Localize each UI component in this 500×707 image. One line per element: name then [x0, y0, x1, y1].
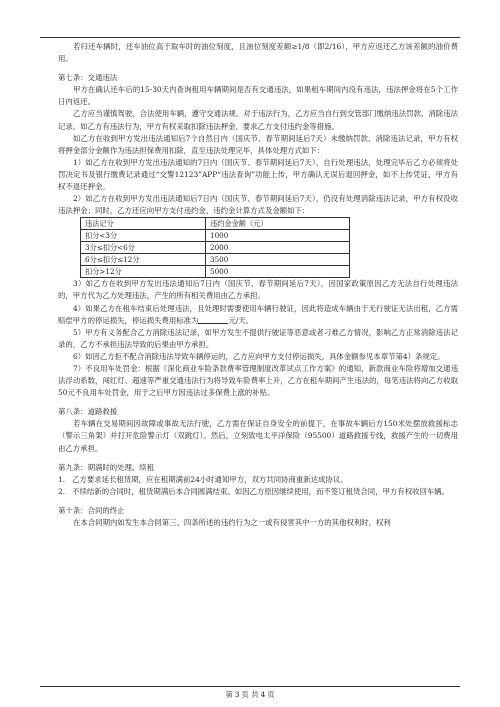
fuel-paragraph: 若归还车辆时，还车油位高于取车时的油位刻度，且油位刻度差额≥1/8（即2/16），甲方应返还乙方该差额的油价费用。	[58, 42, 458, 64]
table-cell: 扣分>12分	[81, 266, 206, 278]
article-9-item-1	[58, 474, 458, 486]
article-7-item-4	[58, 303, 458, 327]
table-cell: 6分≤扣分≤12分	[81, 254, 206, 266]
table-row	[81, 254, 350, 266]
document-body	[58, 41, 458, 529]
header-rule	[40, 37, 460, 38]
article-7-heading: 第七条：交通违法	[58, 73, 118, 83]
item-4-text: 4）如果乙方在租车结束后处理违法，且处理时需要使用车辆行驶证，因此将造成车辆由于无行驶证无法出租，乙方需赔偿甲方的停运损失，停运损失费用标准为	[58, 303, 458, 325]
article-7-paragraph-3: 如乙方在收到甲方发出违法通知后7个自然日内（国庆节、春节期间延后7天）未缴纳罚款、消除违法记录，甲方有权将押金部分金额作为违法担保费用扣除，直至违法处理完毕，具体处理方式如下：	[58, 133, 458, 155]
article-7-paragraph-2: 乙方应当谨慎驾驶，合法使用车辆，遵守交通法规。对于违法行为，乙方应当自行到交管部门缴纳违法罚款、消除违法记录。如乙方有违法行为，甲方有权采取扣除违法押金、要求乙方支付违约金等措施。	[58, 109, 458, 131]
article-7-item-3: 3）如乙方在收到甲方发出违法通知后7日内（国庆节、春节期间延后7天），因国家政策原因乙方无法自行处理违法的，甲方代为乙方处理违法，产生的所有相关费用由乙方承担。	[58, 279, 458, 301]
footer-rule	[40, 686, 460, 687]
table-header-row	[81, 218, 350, 230]
article-7-paragraph-1: 甲方在确认还车后的15-30天内查询租用车辆期间是否有交通违法，如果租车期间内没有违法，违法押金将在5个工作日内返还。	[58, 85, 458, 107]
article-10-heading: 第十条：合同的终止	[58, 505, 125, 515]
article-10-paragraph-1: 在本合同期内如发生本合同第三、四条所述的违约行为之一或有侵害其中一方的其他权利时，权利	[73, 518, 391, 527]
article-8-heading: 第八条：道路救援	[58, 407, 118, 417]
item-text: 乙方要求延长租赁期，应在租期满前24小时通知甲方，双方共同协商重新达成协议。	[72, 474, 348, 484]
table-cell: 2000	[206, 242, 350, 254]
table-cell: 5000	[206, 266, 350, 278]
table-header-cell: 违法记分	[81, 218, 206, 230]
item-text: 不续结新的合同时，租赁期满后本合同圆满结束。如因乙方原因继续使用，而不签订租赁合同，甲方有权收回车辆。	[72, 486, 450, 496]
table-row	[81, 230, 350, 242]
table-cell: 扣分<3分	[81, 230, 206, 242]
table-cell: 3分≤扣分<6分	[81, 242, 206, 254]
footer-middle: 页 共	[241, 690, 259, 699]
article-9-heading: 第九条：期满时的处理、续租	[58, 462, 155, 472]
item-number: 1.	[58, 474, 66, 484]
page-number: 3	[234, 690, 240, 699]
article-8-paragraph-1: 若车辆在交易期间因故障或事故无法行驶，乙方需在保证自身安全的前提下，在事故车辆后方150米处摆放救援标志（警示三角架）并打开危险警示灯（双跳灯）。然后，立刻致电太平洋保险（95500）道路救援专线，救援产生的一切费用由乙方承担。	[58, 419, 458, 453]
footer-prefix: 第	[225, 690, 233, 699]
table-header-cell: 违约金金额（元）	[206, 218, 350, 230]
article-7-item-7: 7）不良用车处罚金：根据《深化商业车险条款费率管理制度改革试点工作方案》的通知，新款商业车险将增加交通违法浮动系数，闯红灯、超速等严重交通违法行为将导致车险费率上升，乙方在租车期间产生违法的，每笔违法将向乙方收取50元不良用车处罚金，用于之后甲方因违法过多保费上涨的补贴。	[58, 363, 458, 398]
item-number: 2.	[58, 486, 66, 496]
page-total: 4	[260, 690, 266, 699]
article-7-item-1: 1）如乙方在收到甲方发出违法通知的7日内（国庆节、春节期间延后7天），自行处理违法，处理完毕后乙方必须将处罚决定书及银行缴费记录通过“交警12123”APP“违法查询”功能上传，甲方确认无误后退回押金，如不上传凭证，甲方有权不退还押金。	[58, 157, 458, 192]
table-row	[81, 242, 350, 254]
article-7-item-2: 2）如乙方在收到甲方发出违法通知后7日内（国庆节、春节期间延后7天），仍没有处理消除违法记录，甲方有权没收违法押金；同时，乙方还应向甲方支付违约金，违约金计算方式及金额如下：	[58, 194, 458, 216]
table-cell: 1000	[206, 230, 350, 242]
penalty-table	[80, 217, 350, 278]
article-7-item-6: 6）如因乙方拒不配合消除违法导致车辆停运的，乙方应向甲方支付停运损失，具体金额参见本章节第4）条规定。	[73, 351, 445, 361]
item-4-unit: 元/天。	[228, 315, 254, 325]
fill-in-blank	[198, 315, 228, 324]
table-cell: 3500	[206, 254, 350, 266]
table-row	[81, 266, 350, 278]
article-7-item-5: 5）甲方有义务配合乙方消除违法记录，如甲方发生不提供行驶证等恶意或者刁难乙方情况，影响乙方正常消除违法记录的，乙方不承担违法导致的后果由甲方承担。	[58, 327, 458, 349]
footer-suffix: 页	[267, 690, 275, 699]
page-footer	[0, 690, 500, 700]
article-9-item-2	[58, 486, 458, 498]
